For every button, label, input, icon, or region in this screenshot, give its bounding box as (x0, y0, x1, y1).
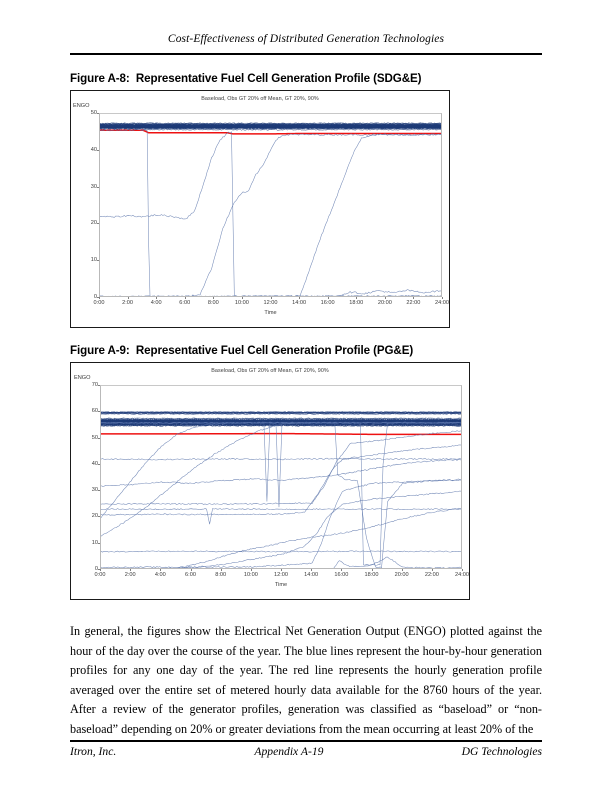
y-tick-label: 20 (90, 220, 97, 227)
x-tick-mark (130, 569, 131, 571)
x-axis-title: Time (264, 310, 277, 316)
y-axis-label-a8: ENGO (73, 103, 90, 109)
x-tick-mark (221, 569, 222, 571)
y-tick-mark (98, 438, 100, 439)
x-tick-label: 16:00 (320, 300, 335, 306)
chart-title-a8: Baseload, Obs GT 20% off Mean, GT 20%, 90% (201, 96, 319, 102)
y-tick-label: 40 (91, 460, 98, 467)
x-tick-label: 18:00 (364, 572, 379, 578)
footer-center: Appendix A-19 (254, 745, 324, 758)
x-tick-mark (281, 569, 282, 571)
x-tick-label: 22:00 (406, 300, 421, 306)
x-tick-mark (191, 569, 192, 571)
x-tick-label: 0:00 (94, 572, 106, 578)
y-tick-mark (98, 543, 100, 544)
y-tick-label: 70 (91, 382, 98, 388)
x-tick-mark (99, 297, 100, 299)
x-tick-mark (160, 569, 161, 571)
x-tick-label: 20:00 (377, 300, 392, 306)
x-tick-label: 2:00 (122, 300, 134, 306)
y-tick-mark (98, 490, 100, 491)
x-tick-mark (213, 297, 214, 299)
y-tick-mark (97, 187, 99, 188)
series-layer-a8 (100, 114, 442, 297)
header-rule (70, 53, 542, 55)
x-tick-mark (311, 569, 312, 571)
x-tick-mark (341, 569, 342, 571)
x-tick-label: 12:00 (263, 300, 278, 306)
y-tick-label: 30 (90, 183, 97, 190)
footer-rule (70, 740, 542, 742)
x-tick-label: 24:00 (455, 572, 469, 578)
x-tick-label: 8:00 (207, 300, 219, 306)
x-tick-mark (402, 569, 403, 571)
figure-caption-a9: Figure A-9: Representative Fuel Cell Generation Profile (PG&E) (70, 344, 414, 357)
y-tick-mark (97, 223, 99, 224)
x-tick-mark (356, 297, 357, 299)
y-axis-label-a9: ENGO (74, 375, 91, 381)
x-tick-mark (242, 297, 243, 299)
series-layer-a9 (101, 386, 462, 569)
x-tick-mark (385, 297, 386, 299)
y-tick-label: 0 (93, 294, 97, 300)
x-tick-label: 8:00 (215, 572, 227, 578)
x-tick-label: 12:00 (274, 572, 288, 578)
y-tick-label: 60 (91, 408, 98, 415)
y-tick-label: 40 (90, 146, 97, 153)
x-tick-mark (156, 297, 157, 299)
x-tick-mark (128, 297, 129, 299)
y-tick-mark (98, 464, 100, 465)
y-tick-label: 30 (91, 487, 98, 494)
x-tick-label: 10:00 (234, 300, 249, 306)
x-tick-mark (100, 569, 101, 571)
x-tick-label: 10:00 (243, 572, 258, 578)
y-tick-label: 0 (94, 566, 98, 572)
x-tick-mark (442, 297, 443, 299)
x-tick-mark (413, 297, 414, 299)
y-tick-mark (97, 150, 99, 151)
x-tick-mark (432, 569, 433, 571)
y-tick-mark (98, 385, 100, 386)
x-axis-title: Time (274, 582, 288, 588)
x-tick-label: 20:00 (394, 572, 409, 578)
x-tick-label: 16:00 (334, 572, 349, 578)
x-tick-label: 14:00 (304, 572, 319, 578)
x-tick-label: 24:00 (435, 300, 449, 306)
figure-a9-chart-frame (70, 362, 470, 600)
x-tick-label: 0:00 (93, 300, 105, 306)
x-tick-mark (328, 297, 329, 299)
x-tick-mark (251, 569, 252, 571)
x-tick-mark (299, 297, 300, 299)
x-tick-label: 4:00 (150, 300, 162, 306)
x-tick-label: 18:00 (349, 300, 364, 306)
y-tick-mark (98, 516, 100, 517)
x-tick-mark (372, 569, 373, 571)
y-tick-mark (97, 260, 99, 261)
x-tick-mark (185, 297, 186, 299)
body-paragraph: In general, the figures show the Electrical Net Generation Output (ENGO) plotted against the hour of the day over the course of the year. The blue lines represent the hour-by-hour generation profiles for any one day of the year. The red line represents the hourly generation profile averaged over the entire set of metered hourly data available for the 8760 hours of the year. After a review of the generator profiles, generation was classified as “baseload” or “non-baseload” depending on 20% or greater deviations from the mean occurring at least 20% of the (70, 624, 542, 736)
x-tick-label: 22:00 (424, 572, 439, 578)
running-header: Cost-Effectiveness of Distributed Generation Technologies (167, 33, 445, 45)
x-tick-label: 6:00 (185, 572, 196, 578)
y-tick-mark (97, 113, 99, 114)
x-tick-label: 2:00 (124, 572, 136, 578)
x-tick-mark (462, 569, 463, 571)
y-tick-label: 20 (91, 513, 98, 520)
page-footer (70, 745, 542, 758)
y-tick-label: 10 (91, 539, 98, 546)
footer-left: Itron, Inc. (70, 745, 117, 758)
figure-caption-a8: Figure A-8: Representative Fuel Cell Generation Profile (SDG&E) (70, 72, 422, 85)
y-tick-label: 50 (90, 110, 97, 116)
y-tick-label: 50 (91, 434, 98, 441)
x-tick-mark (271, 297, 272, 299)
y-tick-mark (98, 411, 100, 412)
footer-right: DG Technologies (461, 745, 542, 758)
y-tick-label: 10 (90, 257, 97, 264)
x-tick-label: 6:00 (179, 300, 191, 306)
plot-area-a9 (100, 385, 462, 569)
plot-area-a8 (99, 113, 442, 297)
x-tick-label: 14:00 (292, 300, 307, 306)
x-tick-label: 4:00 (154, 572, 166, 578)
chart-title-a9: Baseload, Obs GT 20% off Mean, GT 20%, 90% (211, 368, 329, 374)
figure-a8-chart-frame (70, 90, 450, 328)
